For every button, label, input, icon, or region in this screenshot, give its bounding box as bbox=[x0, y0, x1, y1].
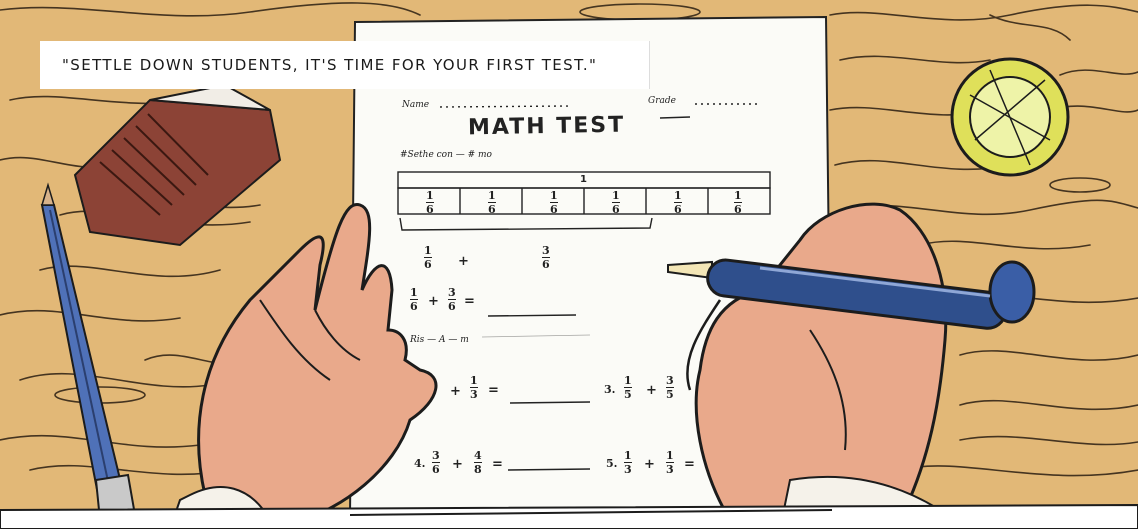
problem-2-operator: + bbox=[450, 384, 461, 399]
problem-3-operator: + bbox=[646, 383, 657, 398]
problem-4-fraction-1: 3 6 bbox=[432, 449, 440, 476]
problem-b-fraction-2: 3 6 bbox=[448, 286, 456, 313]
caption-box: "SETTLE DOWN STUDENTS, IT'S TIME FOR YOUR FIRST TEST." bbox=[40, 41, 650, 89]
strip-cell-4: 1 6 bbox=[612, 189, 620, 216]
strip-cell-1: 1 6 bbox=[426, 189, 434, 216]
problem-3-fraction-2: 3 5 bbox=[666, 374, 674, 401]
instruction-line-2: Ris — A — m bbox=[410, 335, 469, 345]
strip-cell-3: 1 6 bbox=[550, 189, 558, 216]
problem-4-operator: + bbox=[452, 457, 463, 472]
grade-label: Grade bbox=[648, 96, 676, 106]
problem-4-equals: = bbox=[492, 457, 503, 472]
strip-cell-5: 1 6 bbox=[674, 189, 682, 216]
problem-5-equals: = bbox=[684, 457, 695, 472]
glass-cup bbox=[952, 59, 1068, 175]
problem-5-fraction-2: 1 3 bbox=[666, 449, 674, 476]
problem-b-fraction-1: 1 6 bbox=[410, 286, 418, 313]
problem-5-operator: + bbox=[644, 457, 655, 472]
problem-5-number: 5. bbox=[606, 457, 618, 470]
problem-3-fraction-1: 1 5 bbox=[624, 374, 632, 401]
name-label: Name bbox=[402, 100, 430, 110]
problem-4-fraction-2: 4 8 bbox=[474, 449, 482, 476]
problem-a-fraction-2: 3 6 bbox=[542, 244, 550, 271]
problem-4-number: 4. bbox=[414, 457, 426, 470]
problem-b-operator: + bbox=[428, 294, 439, 309]
strip-cell-2: 1 6 bbox=[488, 189, 496, 216]
problem-3-number: 3. bbox=[604, 383, 616, 396]
worksheet-title: MATH TEST bbox=[467, 112, 626, 141]
strip-whole-label: 1 bbox=[580, 174, 587, 185]
strip-cell-6: 1 6 bbox=[734, 189, 742, 216]
instruction-line-1: #Sethe con — # mo bbox=[400, 150, 492, 160]
problem-2-equals: = bbox=[488, 383, 499, 398]
problem-a-operator: + bbox=[458, 254, 469, 269]
desk-edge bbox=[0, 505, 1138, 529]
problem-5-fraction-1: 1 3 bbox=[624, 449, 632, 476]
problem-a-fraction-1: 1 6 bbox=[424, 244, 432, 271]
problem-2-fraction: 1 3 bbox=[470, 374, 478, 401]
problem-b-equals: = bbox=[464, 294, 475, 309]
